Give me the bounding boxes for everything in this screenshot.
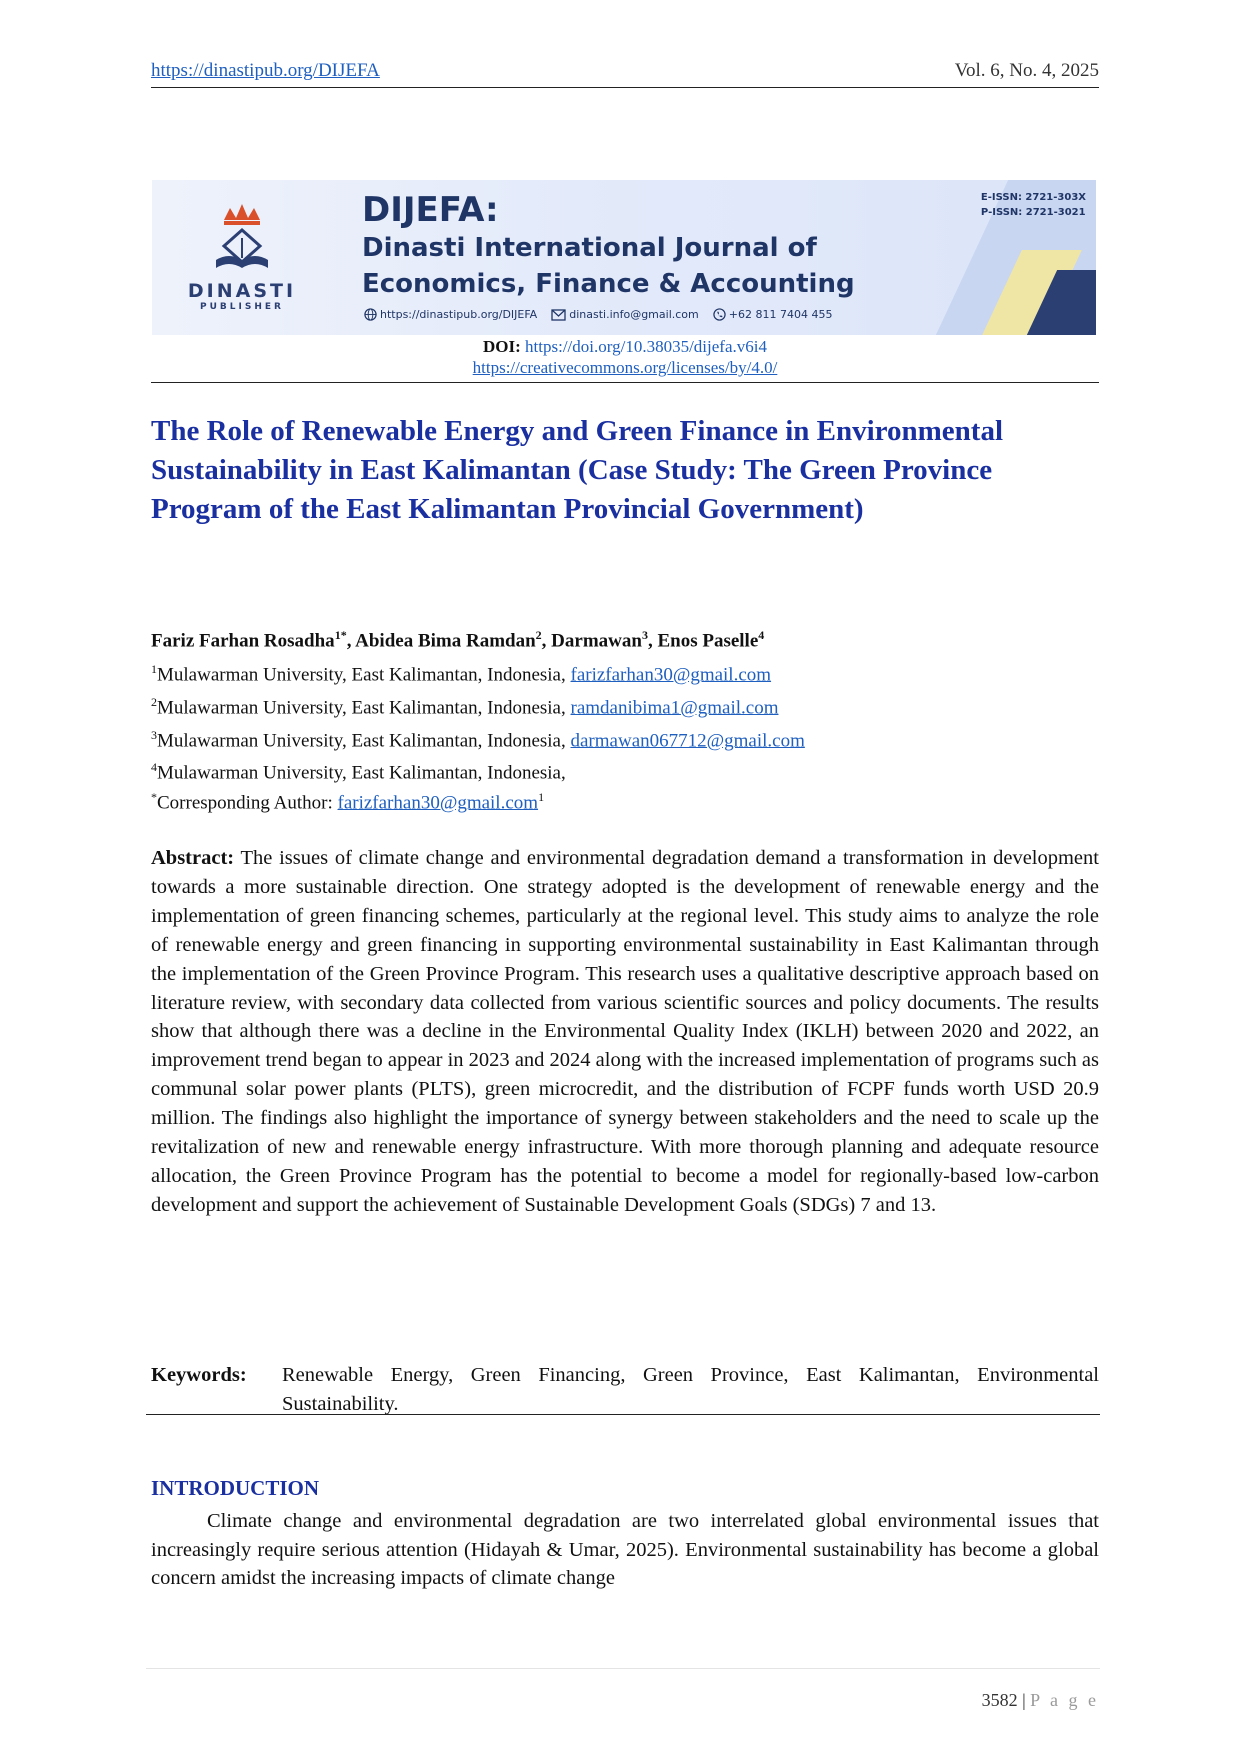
banner-contacts	[364, 308, 832, 321]
page-separator: |	[1022, 1690, 1026, 1710]
affiliation-text: Mulawarman University, East Kalimantan, Indonesia,	[157, 697, 571, 719]
contact-phone	[713, 308, 833, 321]
running-header	[151, 58, 1099, 88]
author-sup: 4	[758, 628, 765, 642]
contact-phone-text: +62 811 7404 455	[728, 308, 833, 321]
corresponding-sup: 1	[538, 790, 545, 804]
email-link[interactable]: darmawan067712@gmail.com	[570, 729, 805, 751]
contact-email-text: dinasti.info@gmail.com	[569, 308, 699, 321]
contact-web-text: https://dinastipub.org/DIJEFA	[380, 308, 538, 321]
page-label: P a g e	[1030, 1690, 1099, 1710]
author-sup: 3	[641, 628, 648, 642]
paper-title: The Role of Renewable Energy and Green Finance in Environmental Sustainability in East Kalimantan (Case Study: The Green Province Program of the East Kalimantan Provincial Government)	[151, 415, 1004, 525]
affiliation-num: 2	[151, 694, 157, 709]
author-sup: 1*	[334, 628, 347, 642]
abstract-label: Abstract:	[151, 847, 235, 869]
crown-book-icon	[202, 198, 282, 278]
journal-name-line2: Economics, Finance & Accounting	[362, 269, 855, 299]
author-name: Enos Paselle	[657, 630, 759, 652]
author-name: Darmawan	[551, 630, 642, 652]
author-name: Fariz Farhan Rosadha	[151, 630, 335, 652]
keywords	[151, 1361, 1099, 1418]
affiliation-list	[151, 656, 1099, 787]
email-link[interactable]: ramdanibima1@gmail.com	[570, 697, 779, 719]
globe-icon	[364, 308, 377, 321]
affiliation-num: 1	[151, 662, 157, 676]
affiliation-num: 3	[151, 727, 157, 742]
journal-title	[362, 190, 855, 302]
doi-block	[151, 336, 1099, 378]
page-number: 3582	[981, 1690, 1018, 1710]
doi-link[interactable]: https://doi.org/10.38035/dijefa.v6i4	[525, 337, 767, 356]
keywords-text: Renewable Energy, Green Financing, Green Province, East Kalimantan, Environmental Sustainability.	[282, 1364, 1099, 1415]
contact-email	[551, 308, 699, 321]
affiliation-text: Mulawarman University, East Kalimantan, Indonesia,	[157, 664, 571, 686]
issn-block	[981, 190, 1086, 220]
email-link[interactable]: farizfarhan30@gmail.com	[570, 664, 772, 686]
section-heading-introduction: INTRODUCTION	[151, 1476, 320, 1500]
publisher-subtitle: PUBLISHER	[200, 302, 284, 312]
volume-info: Vol. 6, No. 4, 2025	[954, 60, 1099, 81]
author-sup: 2	[535, 628, 542, 642]
author-name: Abidea Bima Ramdan	[355, 630, 536, 652]
affiliation-item	[151, 754, 1099, 787]
publisher-logo	[182, 198, 302, 328]
journal-banner	[152, 180, 1096, 335]
keywords-label: Keywords:	[151, 1364, 247, 1386]
affiliation-text: Mulawarman University, East Kalimantan, Indonesia,	[157, 762, 566, 784]
introduction-paragraph: Climate change and environmental degradation are two interrelated global environmental issues that increasingly require serious attention (Hidayah & Umar, 2025). Environmental sustainability has become a global concern amidst the increasing impacts of climate change	[151, 1510, 1099, 1589]
affiliation-text: Mulawarman University, East Kalimantan, Indonesia,	[157, 729, 571, 751]
affiliation-item	[151, 722, 1099, 755]
license-link[interactable]: https://creativecommons.org/licenses/by/4.0/	[472, 358, 778, 377]
corresponding-email-link[interactable]: farizfarhan30@gmail.com	[337, 792, 539, 814]
affiliation-item	[151, 689, 1099, 722]
journal-acronym: DIJEFA:	[362, 190, 499, 230]
divider	[151, 382, 1099, 383]
contact-web	[364, 308, 537, 321]
publisher-name: DINASTI	[187, 280, 297, 302]
divider	[146, 1414, 1100, 1415]
author-list: Fariz Farhan Rosadha$^{1*}$, Abidea Bima Ramdan$^2$, Darmawan$^3$, Enos Paselle$^4$	[151, 628, 765, 652]
affiliation-num: 4	[151, 760, 157, 775]
footer-divider	[146, 1668, 1100, 1669]
journal-url-link[interactable]: https://dinastipub.org/DIJEFA	[151, 60, 380, 81]
corresponding-mark: *	[151, 790, 157, 804]
phone-icon	[713, 308, 726, 321]
abstract	[151, 844, 1099, 1220]
doi-label: DOI:	[483, 337, 521, 356]
journal-name-line1: Dinasti International Journal of	[362, 233, 817, 263]
corresponding-label: Corresponding Author:	[157, 792, 338, 814]
eissn: E-ISSN: 2721-303X	[980, 192, 1086, 203]
pissn: P-ISSN: 2721-3021	[980, 207, 1086, 218]
affiliation-item	[151, 656, 1099, 689]
mail-icon	[551, 309, 566, 321]
abstract-text: The issues of climate change and environmental degradation demand a transformation in development towards a more sustainable direction. One strategy adopted is the development of renewable energy and the implementation of green financing schemes, particularly at the regional level. This study aims to analyze the role of renewable energy and green financing in supporting environmental sustainability in East Kalimantan through the implementation of the Green Province Program. This research uses a qualitative descriptive approach based on literature review, with secondary data collected from various scientific sources and policy documents. The results show that although there was a decline in the Environmental Quality Index (IKLH) between 2020 and 2022, an improvement trend began to appear in 2023 and 2024 along with the increased implementation of programs such as communal solar power plants (PLTS), green microcredit, and the distribution of FCPF funds worth USD 20.9 million. The findings also highlight the importance of synergy between stakeholders and the need to scale up the revitalization of new and renewable energy infrastructure. With more thorough planning and adequate resource allocation, the Green Province Program has the potential to become a model for regionally-based low-carbon development and support the achievement of Sustainable Development Goals (SDGs) 7 and 13.	[151, 847, 1099, 1216]
corresponding-author	[151, 790, 1099, 814]
page-footer	[982, 1690, 1099, 1711]
